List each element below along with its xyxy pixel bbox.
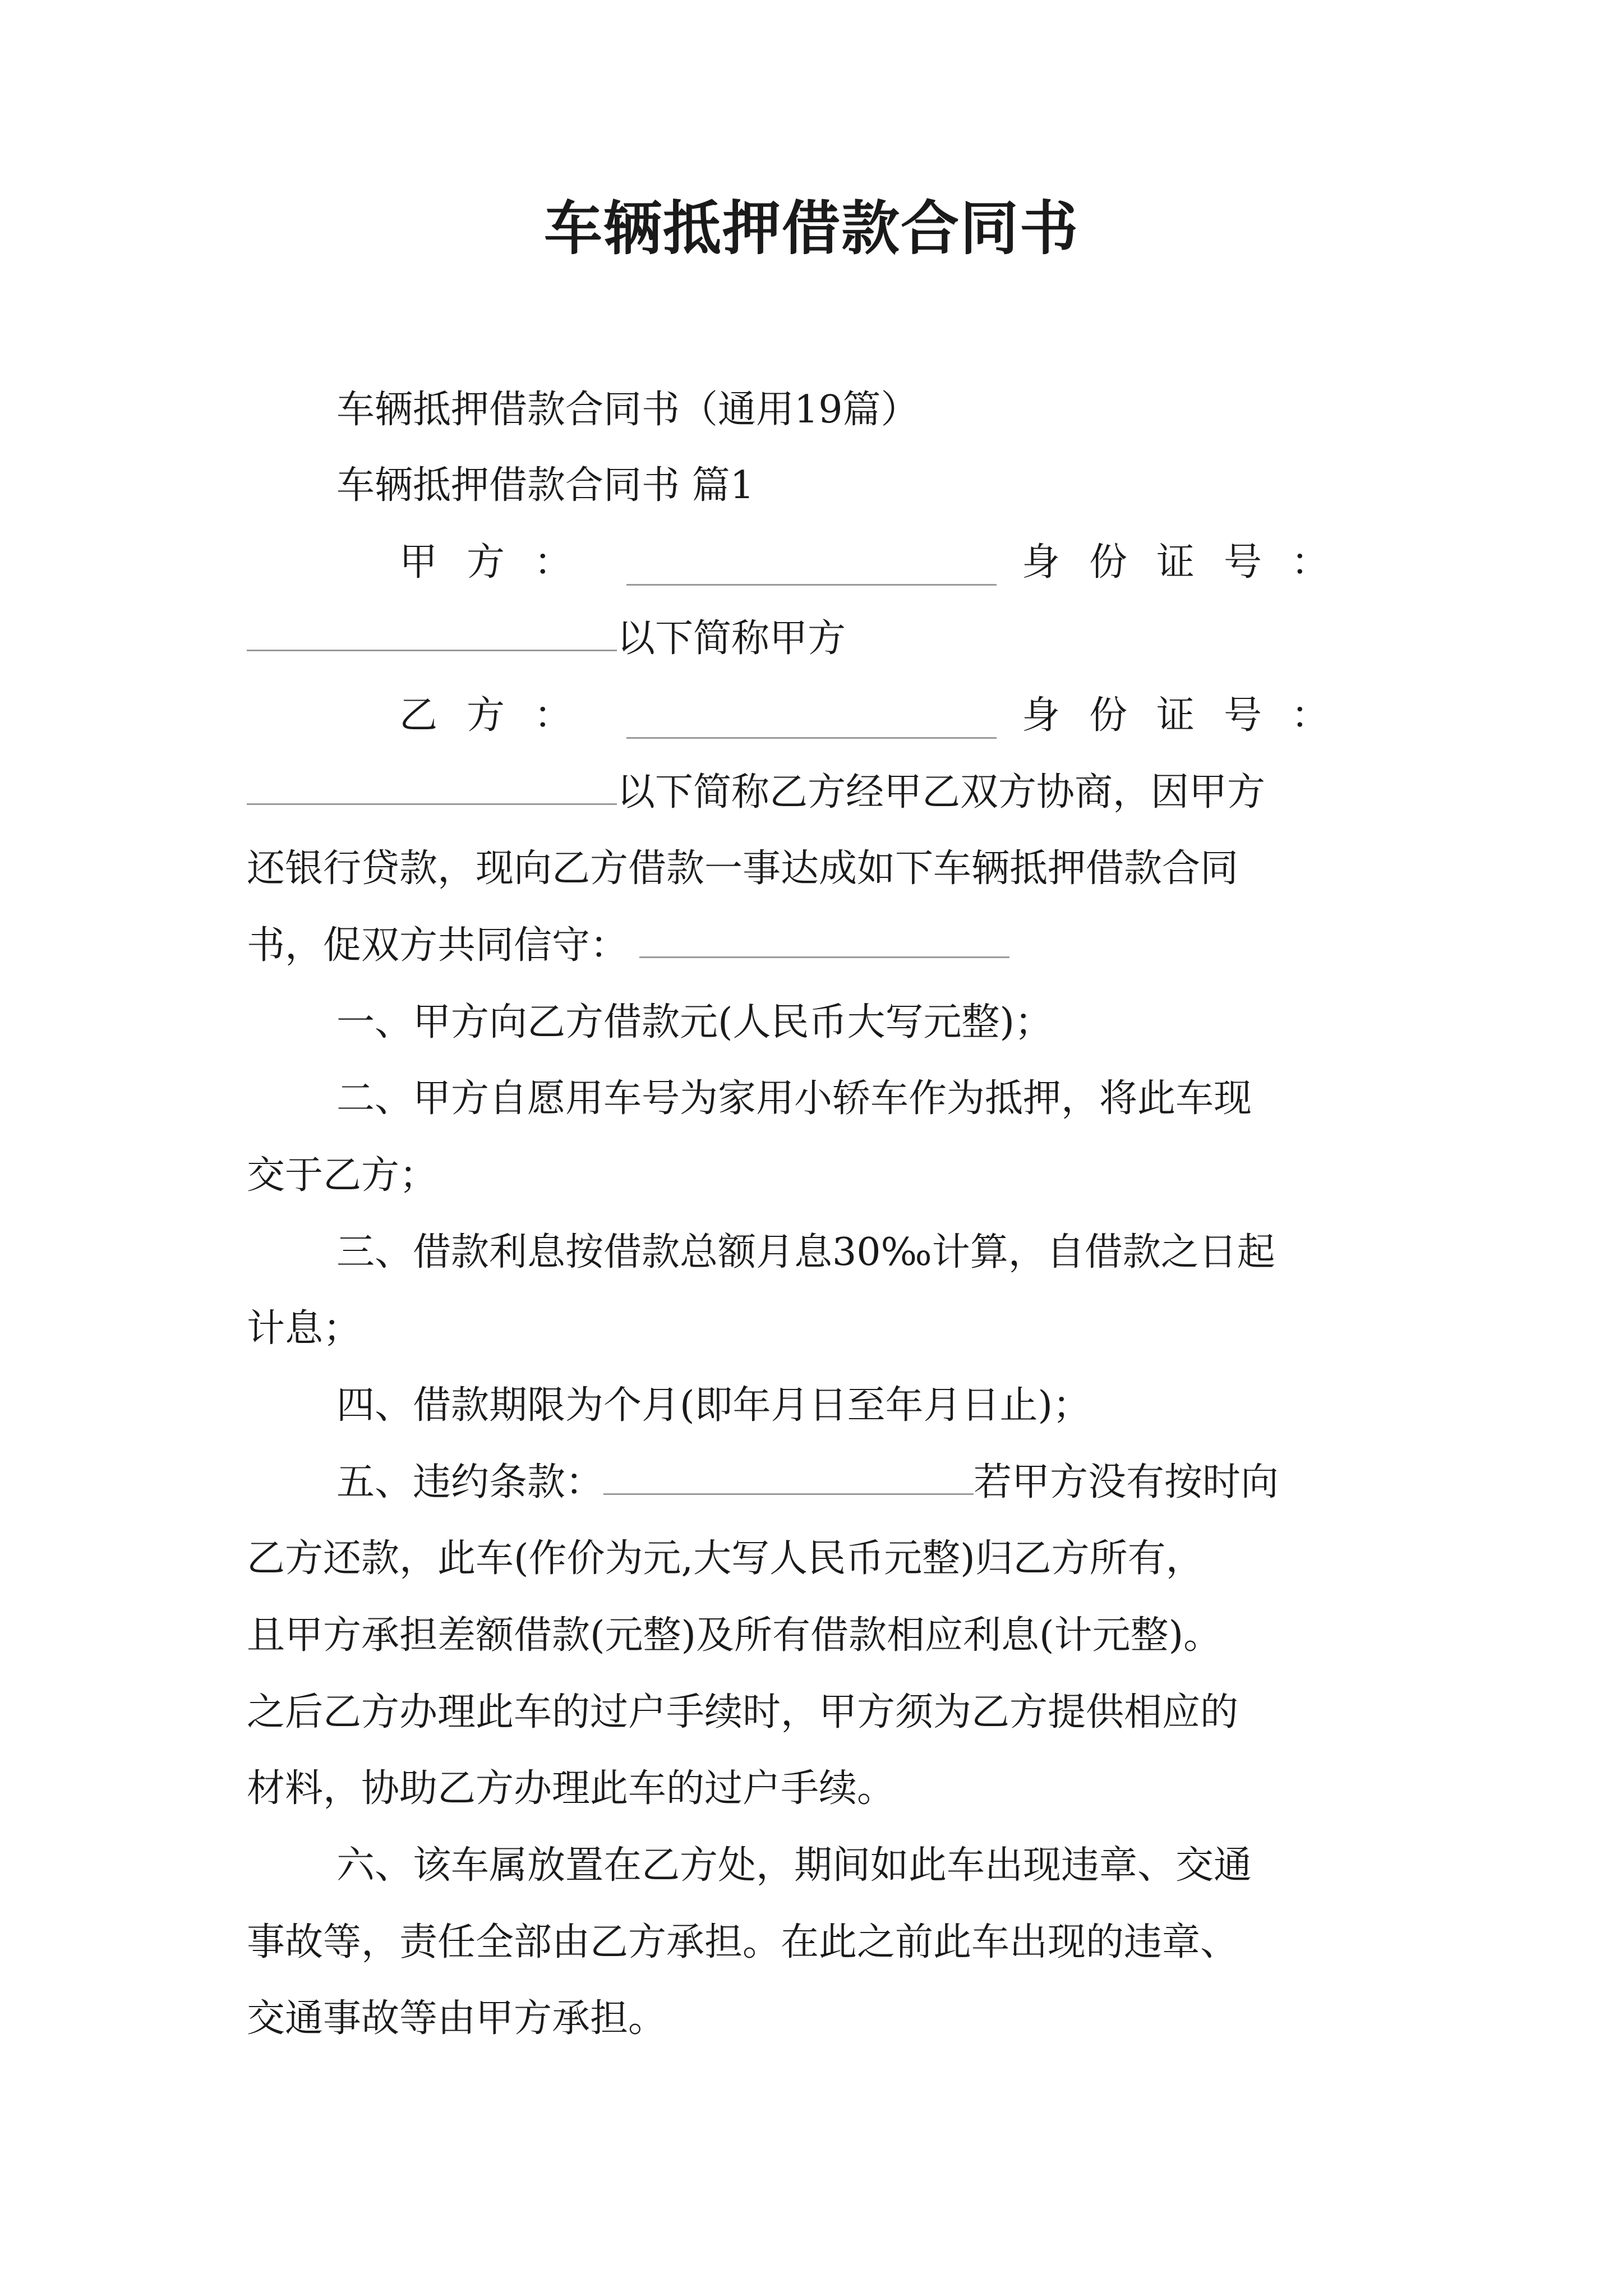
- clause-4: 四、借款期限为个月(即年月日至年月日止)；: [336, 1383, 1091, 1428]
- party-b-label: 乙方：: [399, 693, 602, 738]
- party-a-suffix: 以下简称甲方: [617, 616, 846, 661]
- party-a-row: [399, 540, 1358, 586]
- clause-3-line-1: 三、借款利息按借款总额月息30‰计算，自借款之日起: [336, 1230, 1275, 1274]
- document-subtitle: 车辆抵押借款合同书（通用19篇）: [336, 388, 919, 432]
- clause-5-line-4: 之后乙方办理此车的过户手续时，甲方须为乙方提供相应的: [247, 1690, 1239, 1734]
- clause-5-line-3: 且甲方承担差额借款(元整)及所有借款相应利息(计元整)。: [247, 1613, 1222, 1658]
- party-a-label: 甲方：: [399, 540, 602, 585]
- party-b-line-3-text: 书，促双方共同信守：: [247, 923, 629, 968]
- party-a-id-blank: [247, 616, 617, 651]
- clause-6-line-1: 六、该车属放置在乙方处，期间如此车出现违章、交通: [336, 1843, 1252, 1888]
- party-a-name-blank: [626, 550, 997, 586]
- clause-1: 一、甲方向乙方借款元(人民币大写元整)；: [336, 1000, 1053, 1045]
- clause-2-line-2: 交于乙方；: [247, 1153, 438, 1198]
- party-b-line-2: 还银行贷款，现向乙方借款一事达成如下车辆抵押借款合同: [247, 846, 1239, 891]
- clause-2-line-1: 二、甲方自愿用车号为家用小轿车作为抵押，将此车现: [336, 1076, 1252, 1121]
- clause-5-suffix: 若甲方没有按时向: [974, 1460, 1279, 1504]
- clause-5-line-5: 材料，协助乙方办理此车的过户手续。: [247, 1766, 896, 1811]
- party-b-row-2: [247, 770, 1391, 816]
- clause-5-prefix: 五、违约条款：: [336, 1460, 604, 1504]
- party-b-suffix: 以下简称乙方经甲乙双方协商，因甲方: [617, 770, 1266, 815]
- party-b-row: [399, 693, 1358, 739]
- party-b-sign-blank: [639, 923, 1009, 958]
- party-a-id-label: 身份证号：: [1021, 540, 1358, 585]
- clause-6-line-2: 事故等，责任全部由乙方承担。在此之前此车出现的违章、: [247, 1920, 1239, 1964]
- section-heading: 车辆抵押借款合同书 篇1: [336, 463, 754, 508]
- party-b-id-label: 身份证号：: [1021, 693, 1358, 738]
- party-a-row-2: [247, 616, 1391, 662]
- clause-5-line-1: [336, 1460, 1481, 1506]
- clause-3-line-2: 计息；: [247, 1306, 362, 1351]
- party-b-id-blank: [247, 770, 617, 805]
- document-title: 车辆抵押借款合同书: [543, 194, 1079, 263]
- clause-5-blank: [603, 1460, 974, 1495]
- party-b-name-blank: [626, 703, 997, 739]
- clause-6-line-3: 交通事故等由甲方承担。: [247, 1996, 667, 2041]
- clause-5-line-2: 乙方还款，此车(作价为元,大写人民币元整)归乙方所有，: [247, 1536, 1204, 1581]
- party-b-line-3: [247, 923, 1391, 969]
